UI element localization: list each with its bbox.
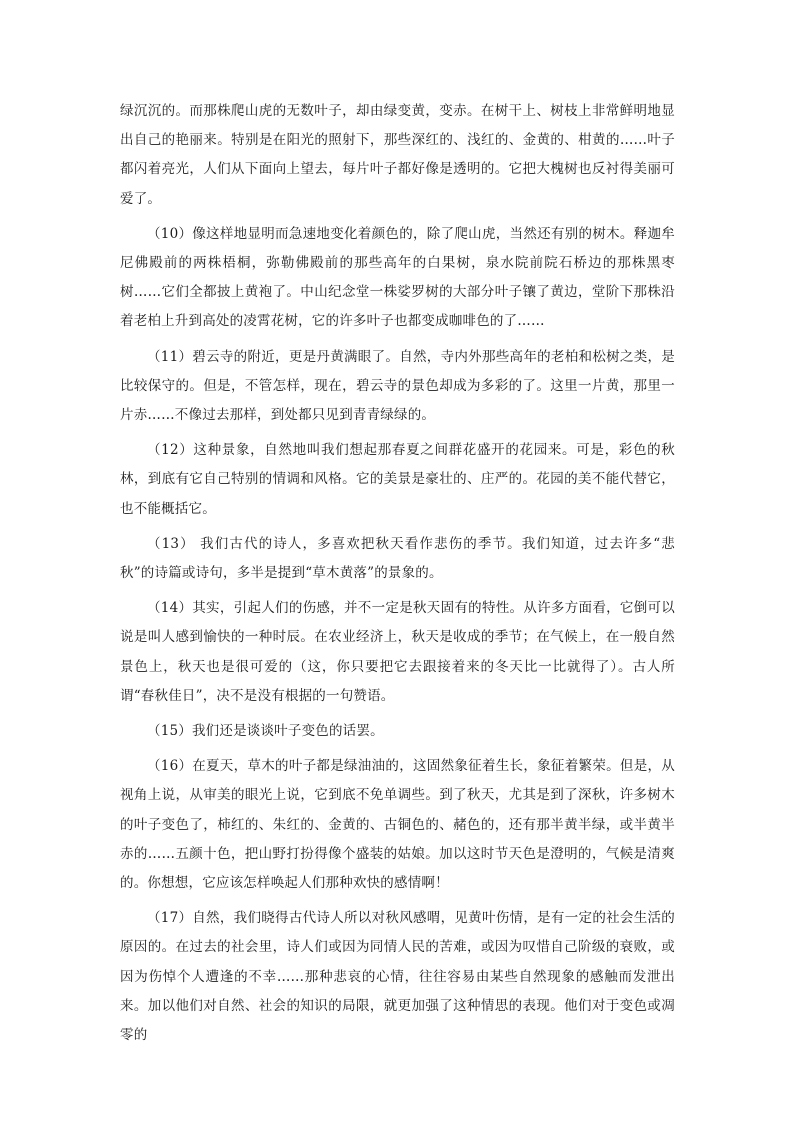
document-page — [120, 97, 675, 1050]
paragraph-continued: 绿沉沉的。而那株爬山虎的无数叶子，却由绿变黄，变赤。在树干上、树枝上非常鲜明地显出自己的艳丽来。特别是在阳光的照射下，那些深红的、浅红的、金黄的、柑黄的……叶子都闪着亮光，人们从下面向上望去，每片叶子都好像是透明的。它把大槐树也反衬得美丽可爱了。 — [120, 103, 675, 207]
paragraph-16: （16）在夏天，草木的叶子都是绿油油的，这固然象征着生长，象征着繁荣。但是，从视角上说，从审美的眼光上说，它到底不免单调些。到了秋天，尤其是到了深秋，许多树木的叶子变色了，柿红的、朱红的、金黄的、古铜色的、赭色的，还有那半黄半绿，或半黄半赤的……五颜十色，把山野打扮得像个盛装的姑娘。加以这时节天色是澄明的，气候是清爽的。你想想，它应该怎样唤起人们那种欢快的感情啊！ — [120, 758, 675, 892]
paragraph-17: （17）自然，我们晓得古代诗人所以对秋风感喟，见黄叶伤情，是有一定的社会生活的原因的。在过去的社会里，诗人们或因为同情人民的苦难，或因为叹惜自己阶级的衰败，或因为伤悼个人遭逢的不幸……那种悲哀的心情，往往容易由某些自然现象的感触而发泄出来。加以他们对自然、社会的知识的局限，就更加强了这种情思的表现。他们对于变色或凋零的 — [120, 910, 675, 1044]
paragraph-13: （13） 我们古代的诗人，多喜欢把秋天看作悲伤的季节。我们知道，过去许多“悲秋”的诗篇或诗句，多半是提到“草木黄落”的景象的。 — [120, 535, 675, 582]
paragraph-10: （10）像这样地显明而急速地变化着颜色的，除了爬山虎，当然还有别的树木。释迦牟尼佛殿前的两株梧桐，弥勒佛殿前的那些高年的白果树，泉水院前院石桥边的那株黑枣树……它们全都披上黄袍了。中山纪念堂一株娑罗树的大部分叶子镶了黄边，堂阶下那株沿着老柏上升到高处的凌霄花树，它的许多叶子也都变成咖啡色的了…… — [120, 225, 675, 330]
paragraph-12: （12）这种景象，自然地叫我们想起那春夏之间群花盛开的花园来。可是，彩色的秋林，到底有它自己特别的情调和风格。它的美景是豪壮的、庄严的。花园的美不能代替它，也不能概括它。 — [120, 442, 675, 517]
paragraph-11: （11）碧云寺的附近，更是丹黄满眼了。自然，寺内外那些高年的老柏和松树之类，是比较保守的。但是，不管怎样，现在，碧云寺的景色却成为多彩的了。这里一片黄，那里一片赤……不像过去那样，到处都只见到青青绿绿的。 — [120, 348, 675, 424]
paragraph-15: （15）我们还是谈谈叶子变色的话罢。 — [147, 723, 384, 740]
paragraph-14: （14）其实，引起人们的伤感，并不一定是秋天固有的特性。从许多方面看，它倒可以说是叫人感到愉快的一种时辰。在农业经济上，秋天是收成的季节；在气候上，在一般自然景色上，秋天也是很可爱的（这，你只要把它去跟接着来的冬天比一比就得了）。古人所谓“春秋佳日”，决不是没有根据的一句赞语。 — [120, 600, 675, 704]
